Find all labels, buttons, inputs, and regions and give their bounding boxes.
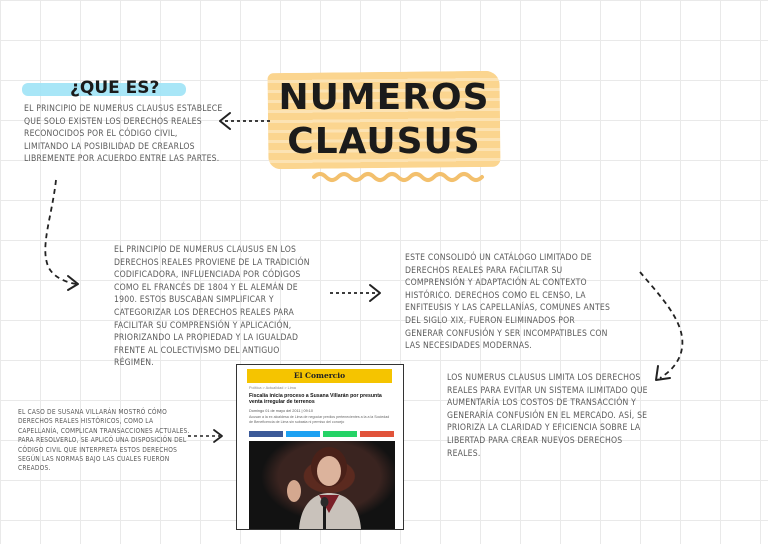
twitter-share-icon	[286, 431, 320, 437]
arrow-catalog-to-limits	[630, 268, 692, 386]
limits-text: LOS NUMERUS CLAUSUS LIMITA LOS DERECHOS REALES PARA EVITAR UN SISTEMA ILIMITADO QUE AUMENTARÍA LOS COSTOS DE TRANSACCIÓN Y GENERARÍA CONFUSIÓN EN EL MERCADO. ASÍ, SE PRIORIZA LA CLARIDAD Y EFICIENCIA SOBRE LA LIBERTAD PARA CREAR NUEVOS DERECHOS REALES.	[447, 373, 648, 459]
intro-text: EL PRINCIPIO DE NUMERUS CLAUSUS ESTABLECE QUE SOLO EXISTEN LOS DERECHOS REALES RECONOCIDOS POR EL CÓDIGO CIVIL, LIMITANDO LA POSIBILIDAD DE CREARLOS LIBREMENTE POR ACUERDO ENTRE LAS PARTES.	[24, 104, 223, 165]
arrow-title-to-intro	[214, 110, 274, 132]
title	[268, 76, 500, 164]
origin-text: EL PRINCIPIO DE NUMERUS CLAUSUS EN LOS DERECHOS REALES PROVIENE DE LA TRADICIÓN CODIFICADORA, INFLUENCIADA POR CÓDIGOS COMO EL FRANCÉS DE 1804 Y EL ALEMÁN DE 1900. ESTOS BUSCABAN SIMPLIFICAR Y CATEGORIZAR LOS DERECHOS REALES PARA FACILITAR SU COMPRENSIÓN Y APLICACIÓN, PRIORIZANDO LA PROPIEDAD Y LA IGUALDAD FRENTE AL COLECTIVISMO DEL ANTIGUO RÉGIMEN.	[114, 245, 310, 369]
news-summary: Acusan a la ex alcaldesa de Lima de negociar predios pertenecientes a la a la Sociedad de Beneficencia de Lima sin subasta ni permiso del concejo	[249, 415, 390, 424]
catalog-text: ESTE CONSOLIDÓ UN CATÁLOGO LIMITADO DE DERECHOS REALES PARA FACILITAR SU COMPRENSIÓN Y ADAPTACIÓN AL CONTEXTO HISTÓRICO. DERECHOS COMO EL CENSO, LA ENFITEUSIS Y LAS CAPELLANÍAS, COMUNES ANTES DEL SIGLO XIX, FUERON ELIMINADOS POR GENERAR CONFUSIÓN Y SER INCOMPATIBLES CON LAS NECESIDADES MODERNAS.	[405, 253, 611, 352]
arrow-origin-to-catalog	[328, 282, 386, 304]
title-line-1: NUMEROS	[278, 77, 490, 118]
news-headline: Fiscalía inicia proceso a Susana Villarán por presunta venta irregular de terrenos	[249, 393, 382, 406]
title-squiggle	[310, 168, 490, 184]
title-line-2: CLAUSUS	[287, 121, 481, 162]
news-breadcrumb: Política > Actualidad > Lima	[249, 386, 296, 390]
person-photo	[249, 441, 395, 529]
news-clipping	[236, 364, 404, 530]
whatsapp-share-icon	[323, 431, 357, 437]
facebook-share-icon	[249, 431, 283, 437]
case-text: EL CASO DE SUSANA VILLARÁN MOSTRÓ CÓMO DERECHOS REALES HISTÓRICOS, COMO LA CAPELLANÍA, COMPLICAN TRANSACCIONES ACTUALES. PARA RESOLVERLO, SE APLICÓ UNA DISPOSICIÓN DEL CÓDIGO CIVIL QUE INTERPRETA ESTOS DERECHOS SEGÚN LAS NORMAS BAJO LAS CUALES FUERON CREADOS.	[18, 408, 190, 473]
news-share-bar	[249, 431, 394, 437]
news-date: Domingo 01 de mayo del 2011 | 09:10	[249, 409, 314, 413]
arrow-intro-to-origin	[34, 176, 86, 296]
heading: ¿QUE ES?	[70, 78, 160, 98]
news-masthead: El Comercio	[247, 369, 392, 383]
arrow-case-to-news	[186, 426, 228, 446]
news-photo	[249, 441, 395, 529]
email-share-icon	[360, 431, 394, 437]
